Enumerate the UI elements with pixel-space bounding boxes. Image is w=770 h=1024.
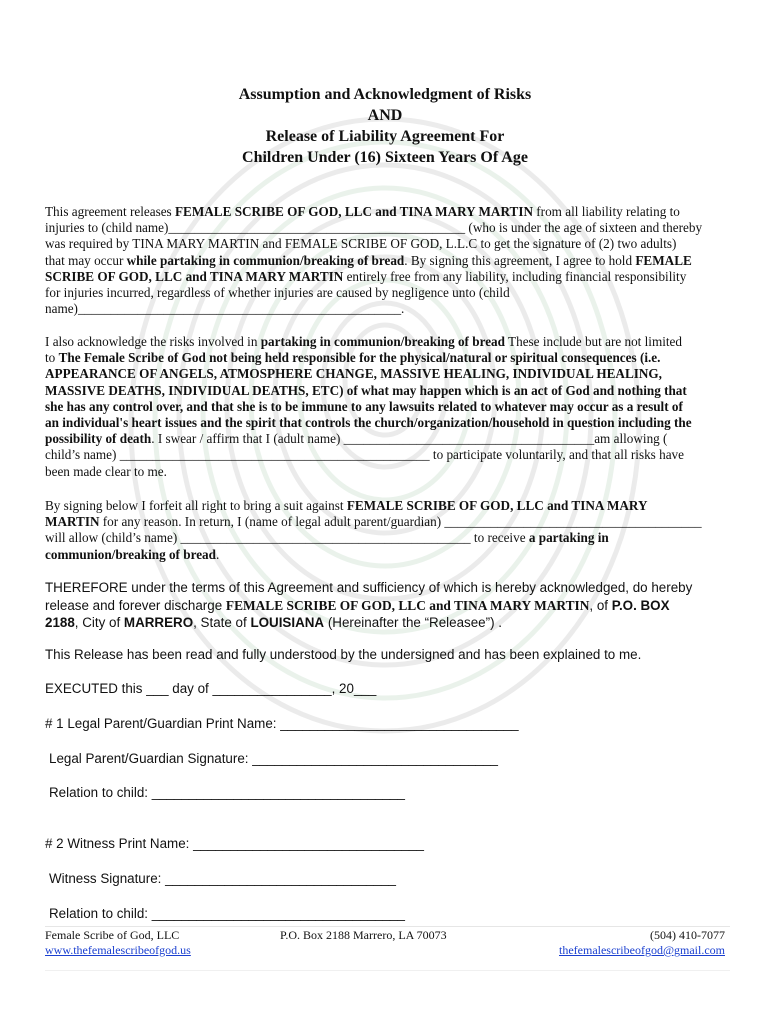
forfeit-paragraph — [45, 498, 730, 563]
text-bold: MARRERO — [123, 615, 194, 630]
executed-date-field[interactable]: EXECUTED this ___ day of ________________, 20___ — [45, 681, 377, 696]
text: for any reason. In return, I (name of legal adult parent/guardian) _______________________________________ — [99, 514, 702, 530]
text: been made clear to me. — [45, 463, 167, 479]
text: for injuries incurred, regardless of whether injuries are caused by negligence unto (child — [45, 285, 510, 301]
title-line-1: Assumption and Acknowledgment of Risks — [238, 86, 532, 103]
text: was required by TINA MARY MARTIN and FEMALE SCRIBE OF GOD, L.L.C to get the signature of (2) two adults) — [45, 236, 677, 252]
text: injuries to (child name)_____________________________________________ (who is under the age of sixteen and thereby — [45, 220, 703, 236]
text-bold: FEMALE SCRIBE OF GOD, LLC and TINA MARY MARTIN — [174, 204, 533, 219]
text-bold: FEMALE SCRIBE OF GOD, LLC and TINA MARY — [346, 498, 648, 513]
witness-print-name-field[interactable]: # 2 Witness Print Name: _______________________________ — [45, 836, 424, 851]
text: will allow (child’s name) ____________________________________________ to receive — [45, 530, 529, 546]
text: , State of — [193, 615, 251, 630]
relation-to-child-field-2[interactable]: Relation to child: __________________________________ — [49, 906, 405, 921]
text: . By signing this agreement, I agree to hold — [404, 252, 636, 268]
footer-divider — [45, 926, 730, 927]
acknowledgment-paragraph — [45, 334, 730, 480]
text: release and forever discharge — [45, 597, 226, 613]
footer-phone: (504) 410-7077 — [650, 928, 725, 942]
text: This agreement releases — [45, 204, 175, 219]
text: name)_________________________________________________. — [45, 301, 405, 317]
text: I also acknowledge the risks involved in — [45, 334, 261, 349]
footer-left — [45, 928, 191, 958]
text: that may occur — [45, 252, 127, 268]
text: . — [215, 546, 220, 562]
therefore-paragraph — [45, 579, 735, 632]
text: , City of — [74, 615, 124, 630]
title-line-2: AND — [367, 107, 403, 124]
text-bold: communion/breaking of bread — [45, 546, 216, 562]
text: (Hereinafter the “Releasee”) . — [324, 615, 502, 630]
text-bold: she has any control over, and that she is to be immune to any lawsuits related to whatever may occur as a result of — [45, 398, 683, 414]
text-bold: APPEARANCE OF ANGELS, ATMOSPHERE CHANGE, MASSIVE HEALING, INDIVIDUAL HEALING, — [45, 366, 662, 382]
text-bold: P.O. BOX — [611, 597, 670, 613]
text: from all liability relating to — [532, 204, 680, 219]
text-bold: MARTIN — [45, 514, 100, 530]
footer-right — [559, 928, 725, 958]
witness-signature-field[interactable]: Witness Signature: _______________________________ — [49, 871, 396, 886]
text-bold: partaking in communion/breaking of bread — [260, 334, 505, 349]
text: THEREFORE under the terms of this Agreement and sufficiency of which is hereby acknowledged, do hereby — [45, 580, 693, 595]
text-bold: 2188 — [45, 615, 75, 630]
footer-bottom-divider — [45, 970, 730, 971]
text-bold: The Female Scribe of God not being held responsible for the physical/natural or spiritual consequences (i.e. — [58, 350, 661, 366]
text: These include but are not limited — [504, 334, 682, 349]
text: , of — [589, 597, 612, 613]
text-bold: while partaking in communion/breaking of bread — [126, 252, 405, 268]
text-bold: an individual's heart issues and the spirit that controls the church/organization/household in question including the — [45, 415, 692, 431]
text: . I swear / affirm that I (adult name) ______________________________________am allowing ( — [151, 431, 668, 447]
text-bold: SCRIBE OF GOD, LLC and TINA MARY MARTIN — [45, 268, 344, 284]
text: to — [45, 350, 59, 366]
text-bold: FEMALE — [635, 252, 692, 268]
text-bold: possibility of death — [45, 431, 152, 447]
text: child’s name) _______________________________________________ to participate voluntarily, and that all risks have — [45, 447, 685, 463]
title-line-4: Children Under (16) Sixteen Years Of Age — [242, 149, 528, 166]
footer-email-link[interactable]: thefemalescribeofgod@gmail.com — [559, 943, 725, 957]
parent-signature-field[interactable]: Legal Parent/Guardian Signature: _________________________________ — [49, 751, 498, 766]
footer-address: P.O. Box 2188 Marrero, LA 70073 — [280, 928, 447, 942]
parent-print-name-field[interactable]: # 1 Legal Parent/Guardian Print Name: ________________________________ — [45, 716, 519, 731]
release-read-statement: This Release has been read and fully understood by the undersigned and has been explained to me. — [45, 647, 642, 662]
relation-to-child-field-1[interactable]: Relation to child: __________________________________ — [49, 785, 405, 800]
text-bold: FEMALE SCRIBE OF GOD, LLC and TINA MARY MARTIN — [225, 597, 590, 613]
text-bold: LOUISIANA — [250, 615, 325, 630]
text-bold: MASSIVE DEATHS, INDIVIDUAL DEATHS, ETC) of what may happen which is an act of God and nothing that — [45, 382, 687, 398]
document-title — [0, 84, 770, 168]
footer-company: Female Scribe of God, LLC — [45, 928, 180, 942]
text: By signing below I forfeit all right to bring a suit against — [45, 498, 347, 513]
release-paragraph — [45, 204, 730, 317]
text: entirely free from any liability, including financial responsibility — [343, 268, 687, 284]
footer-website-link[interactable]: www.thefemalescribeofgod.us — [45, 943, 191, 957]
text-bold: a partaking in — [528, 530, 609, 546]
title-line-3: Release of Liability Agreement For — [265, 128, 505, 145]
